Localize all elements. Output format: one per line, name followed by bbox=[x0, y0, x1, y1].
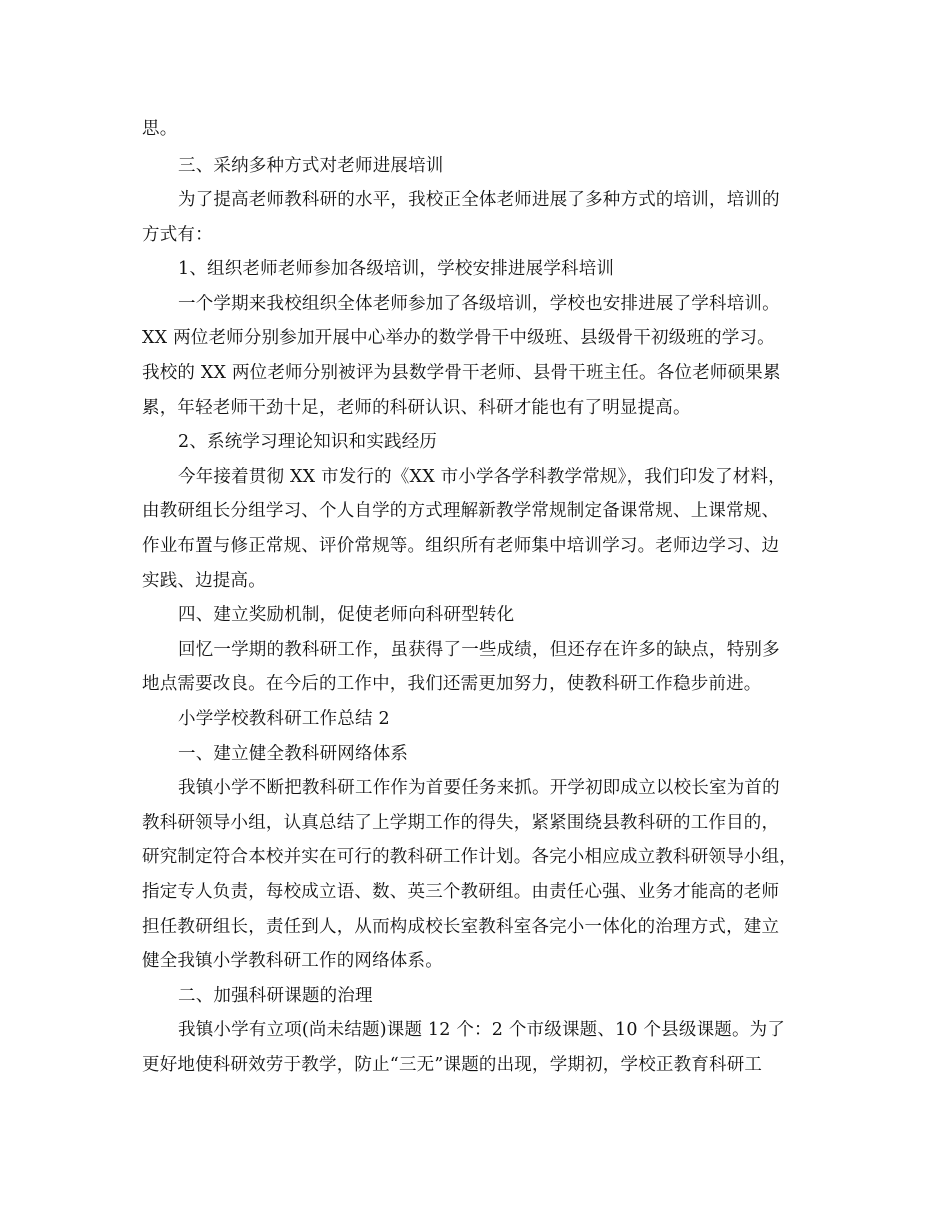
text-line: 研究制定符合本校并实在可行的教科研工作计划。各完小相应成立教科研领导小组， bbox=[142, 847, 797, 867]
text-line: 实践、边提高。 bbox=[142, 571, 266, 591]
text-line: 我镇小学有立项(尚未结题)课题 12 个：2 个市级课题、10 个县级课题。为了 bbox=[178, 1020, 786, 1040]
text-line: 指定专人负责，每校成立语、数、英三个教研组。由责任心强、业务才能高的老师 bbox=[142, 882, 780, 902]
text-line: 由教研组长分组学习、个人自学的方式理解新教学常规制定备课常规、上课常规、 bbox=[142, 501, 780, 521]
section-heading: 三、采纳多种方式对老师进展培训 bbox=[178, 156, 444, 176]
text-line: 我校的 XX 两位老师分别被评为县数学骨干老师、县骨干班主任。各位老师硕果累 bbox=[142, 363, 781, 383]
text-line: 回忆一学期的教科研工作，虽获得了一些成绩，但还存在许多的缺点，特别多 bbox=[178, 640, 780, 660]
text-line: 方式有： bbox=[142, 225, 213, 245]
subsection-heading: 1、组织老师老师参加各级培训，学校安排进展学科培训 bbox=[178, 259, 615, 279]
text-line: 作业布置与修正常规、评价常规等。组织所有老师集中培训学习。老师边学习、边 bbox=[142, 536, 780, 556]
section-heading: 一、建立健全教科研网络体系 bbox=[178, 744, 409, 764]
text-line: 今年接着贯彻 XX 市发行的《XX 市小学各学科教学常规》，我们印发了材料， bbox=[178, 467, 786, 487]
text-line: 为了提高老师教科研的水平，我校正全体老师进展了多种方式的培训，培训的 bbox=[178, 190, 780, 210]
text-line: 教科研领导小组，认真总结了上学期工作的得失，紧紧围绕县教科研的工作目的， bbox=[142, 813, 780, 833]
section-heading: 二、加强科研课题的治理 bbox=[178, 986, 373, 1006]
text-line: 思。 bbox=[142, 119, 178, 139]
text-line: 担任教研组长，责任到人，从而构成校长室教科室各完小一体化的治理方式，建立 bbox=[142, 917, 780, 937]
text-line: XX 两位老师分别参加开展中心举办的数学骨干中级班、县级骨干初级班的学习。 bbox=[142, 328, 775, 348]
text-line: 累，年轻老师干劲十足，老师的科研认识、科研才能也有了明显提高。 bbox=[142, 398, 691, 418]
document-title: 小学学校教科研工作总结 2 bbox=[178, 709, 390, 729]
text-line: 我镇小学不断把教科研工作作为首要任务来抓。开学初即成立以校长室为首的 bbox=[178, 778, 780, 798]
text-line: 更好地使科研效劳于教学，防止“三无”课题的出现，学期初，学校正教育科研工 bbox=[142, 1055, 763, 1075]
text-line: 一个学期来我校组织全体老师参加了各级培训，学校也安排进展了学科培训。 bbox=[178, 294, 780, 314]
text-line: 地点需要改良。在今后的工作中，我们还需更加努力，使教科研工作稳步前进。 bbox=[142, 674, 762, 694]
text-line: 健全我镇小学教科研工作的网络体系。 bbox=[142, 951, 443, 971]
section-heading: 四、建立奖励机制，促使老师向科研型转化 bbox=[178, 605, 515, 625]
subsection-heading: 2、系统学习理论知识和实践经历 bbox=[178, 432, 438, 452]
